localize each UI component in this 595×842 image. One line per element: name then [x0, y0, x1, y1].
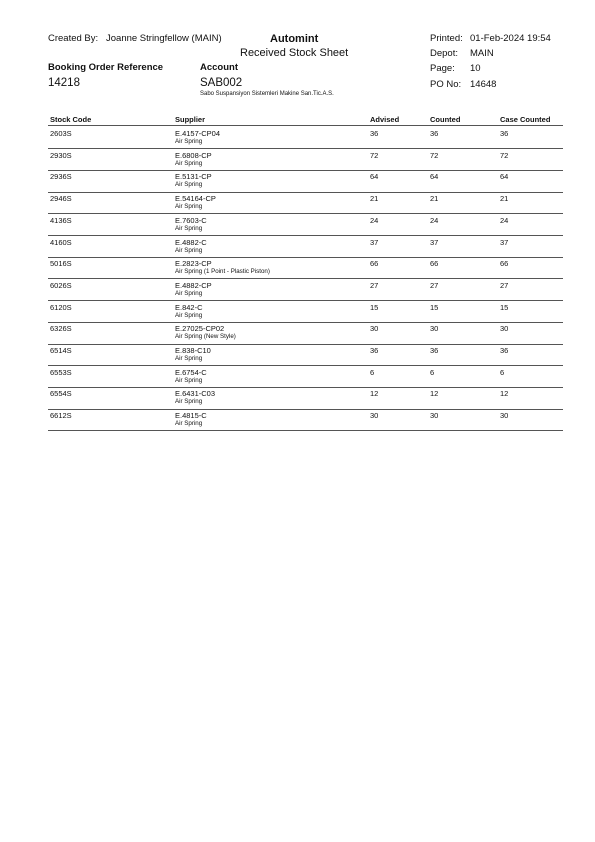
row-divider: [48, 365, 563, 366]
counted-qty-cell: 37: [430, 237, 439, 247]
case-counted-qty-cell: 37: [500, 237, 509, 247]
item-description-cell: Air Spring: [175, 376, 203, 384]
counted-qty-cell: 6: [430, 367, 435, 377]
counted-qty-cell: 24: [430, 215, 439, 225]
page-value: 10: [470, 63, 481, 74]
supplier-code-cell: E.7603-C: [175, 215, 207, 225]
supplier-code-cell: E.6754-C: [175, 367, 207, 377]
po-value: 14648: [470, 79, 497, 90]
supplier-code-cell: E.842-C: [175, 302, 203, 312]
row-divider: [48, 235, 563, 236]
case-counted-qty-cell: 36: [500, 346, 509, 355]
case-counted-qty-cell: 66: [500, 259, 509, 269]
item-description-cell: Air Spring: [175, 224, 203, 232]
case-counted-qty-cell: 6: [500, 367, 505, 377]
row-divider: [48, 300, 563, 301]
row-divider: [48, 430, 563, 431]
item-description-cell: Air Spring: [175, 203, 203, 211]
row-divider: [48, 148, 563, 149]
case-counted-qty-cell: 64: [500, 172, 509, 182]
printed-label: Printed:: [430, 33, 463, 44]
case-counted-qty-cell: 24: [500, 215, 509, 225]
case-counted-qty-cell: 36: [500, 129, 509, 138]
advised-qty-cell: 27: [370, 280, 379, 290]
supplier-code-cell: E.4882-CP: [175, 280, 212, 290]
advised-qty-cell: 66: [370, 259, 379, 269]
case-counted-qty-cell: 15: [500, 302, 509, 312]
po-label: PO No:: [430, 79, 462, 90]
item-description-cell: Air Spring: [175, 355, 203, 362]
supplier-code-cell: E.54164-CP: [175, 194, 216, 204]
row-divider: [48, 344, 563, 345]
printed-value: 01-Feb-2024 19:54: [470, 33, 551, 44]
item-description-cell: Air Spring: [175, 159, 203, 167]
supplier-code-cell: E.2823-CP: [175, 259, 212, 269]
case-counted-qty-cell: 30: [500, 324, 509, 334]
advised-qty-cell: 30: [370, 411, 379, 421]
header-divider: [48, 125, 563, 126]
sheet-title: Received Stock Sheet: [240, 47, 349, 59]
counted-qty-cell: 66: [430, 259, 439, 269]
advised-qty-cell: 15: [370, 302, 379, 312]
row-divider: [48, 257, 563, 258]
created-by-label: Created By:: [48, 33, 99, 44]
booking-ref-label: Booking Order Reference: [48, 62, 164, 73]
stock-code-cell: 2603S: [50, 129, 72, 138]
item-description-cell: Air Spring: [175, 246, 203, 254]
page-label: Page:: [430, 63, 455, 74]
counted-qty-cell: 12: [430, 389, 439, 399]
supplier-code-cell: E.4157-CP04: [175, 129, 221, 138]
advised-qty-cell: 30: [370, 324, 379, 334]
depot-label: Depot:: [430, 48, 458, 59]
case-counted-qty-cell: 27: [500, 280, 509, 290]
stock-code-cell: 6120S: [50, 302, 72, 312]
row-divider: [48, 387, 563, 388]
item-description-cell: Air Spring: [175, 420, 203, 428]
advised-qty-cell: 72: [370, 150, 379, 160]
stock-code-cell: 4160S: [50, 237, 72, 247]
stock-code-cell: 4136S: [50, 215, 72, 225]
row-divider: [48, 192, 563, 193]
row-divider: [48, 278, 563, 279]
stock-code-cell: 6553S: [50, 367, 72, 377]
col-counted: Counted: [430, 115, 461, 124]
counted-qty-cell: 21: [430, 194, 439, 204]
advised-qty-cell: 6: [370, 367, 375, 377]
account-name: Sabo Suspansiyon Sistemleri Makine San.Tic.A.S.: [200, 91, 334, 97]
item-description-cell: Air Spring: [175, 181, 203, 189]
item-description-cell: Air Spring: [175, 138, 203, 145]
counted-qty-cell: 30: [430, 411, 439, 421]
supplier-code-cell: E.4882-C: [175, 237, 207, 247]
row-divider: [48, 322, 563, 323]
stock-code-cell: 6326S: [50, 324, 72, 334]
item-description-cell: Air Spring: [175, 289, 203, 297]
case-counted-qty-cell: 30: [500, 411, 509, 421]
row-divider: [48, 409, 563, 410]
col-case-counted: Case Counted: [500, 115, 551, 124]
advised-qty-cell: 24: [370, 215, 379, 225]
stock-code-cell: 5016S: [50, 259, 72, 269]
advised-qty-cell: 64: [370, 172, 379, 182]
supplier-code-cell: E.838-C10: [175, 346, 211, 355]
supplier-code-cell: E.4815-C: [175, 411, 207, 421]
supplier-code-cell: E.27025-CP02: [175, 324, 225, 334]
stock-code-cell: 6554S: [50, 389, 72, 399]
advised-qty-cell: 37: [370, 237, 379, 247]
counted-qty-cell: 30: [430, 324, 439, 334]
advised-qty-cell: 36: [370, 346, 379, 355]
item-description-cell: Air Spring: [175, 398, 203, 406]
supplier-code-cell: E.6808-CP: [175, 150, 212, 160]
supplier-code-cell: E.6431-C03: [175, 389, 216, 399]
item-description-cell: Air Spring: [175, 311, 203, 319]
booking-ref-value: 14218: [48, 77, 80, 89]
depot-value: MAIN: [470, 48, 494, 59]
counted-qty-cell: 72: [430, 150, 439, 160]
created-by-value: Joanne Stringfellow (MAIN): [106, 33, 222, 44]
col-advised: Advised: [370, 115, 400, 124]
case-counted-qty-cell: 21: [500, 194, 509, 204]
case-counted-qty-cell: 12: [500, 389, 509, 399]
supplier-code-cell: E.5131-CP: [175, 172, 212, 182]
item-description-cell: Air Spring (1 Point - Plastic Piston): [175, 268, 270, 276]
stock-code-cell: 6026S: [50, 280, 72, 290]
case-counted-qty-cell: 72: [500, 150, 509, 160]
row-divider: [48, 213, 563, 214]
account-value: SAB002: [200, 77, 243, 89]
counted-qty-cell: 27: [430, 280, 439, 290]
item-description-cell: Air Spring (New Style): [175, 333, 236, 341]
advised-qty-cell: 21: [370, 194, 379, 204]
counted-qty-cell: 36: [430, 129, 439, 138]
account-label: Account: [200, 62, 238, 73]
counted-qty-cell: 36: [430, 346, 439, 355]
col-stock-code: Stock Code: [50, 115, 92, 124]
advised-qty-cell: 36: [370, 129, 379, 138]
counted-qty-cell: 64: [430, 172, 439, 182]
stock-code-cell: 2930S: [50, 150, 72, 160]
row-divider: [48, 170, 563, 171]
stock-code-cell: 6612S: [50, 411, 72, 421]
col-supplier: Supplier: [175, 115, 206, 124]
stock-code-cell: 2936S: [50, 172, 72, 182]
stock-code-cell: 6514S: [50, 346, 72, 355]
stock-code-cell: 2946S: [50, 194, 72, 204]
advised-qty-cell: 12: [370, 389, 379, 399]
counted-qty-cell: 15: [430, 302, 439, 312]
company-name: Automint: [270, 33, 319, 45]
